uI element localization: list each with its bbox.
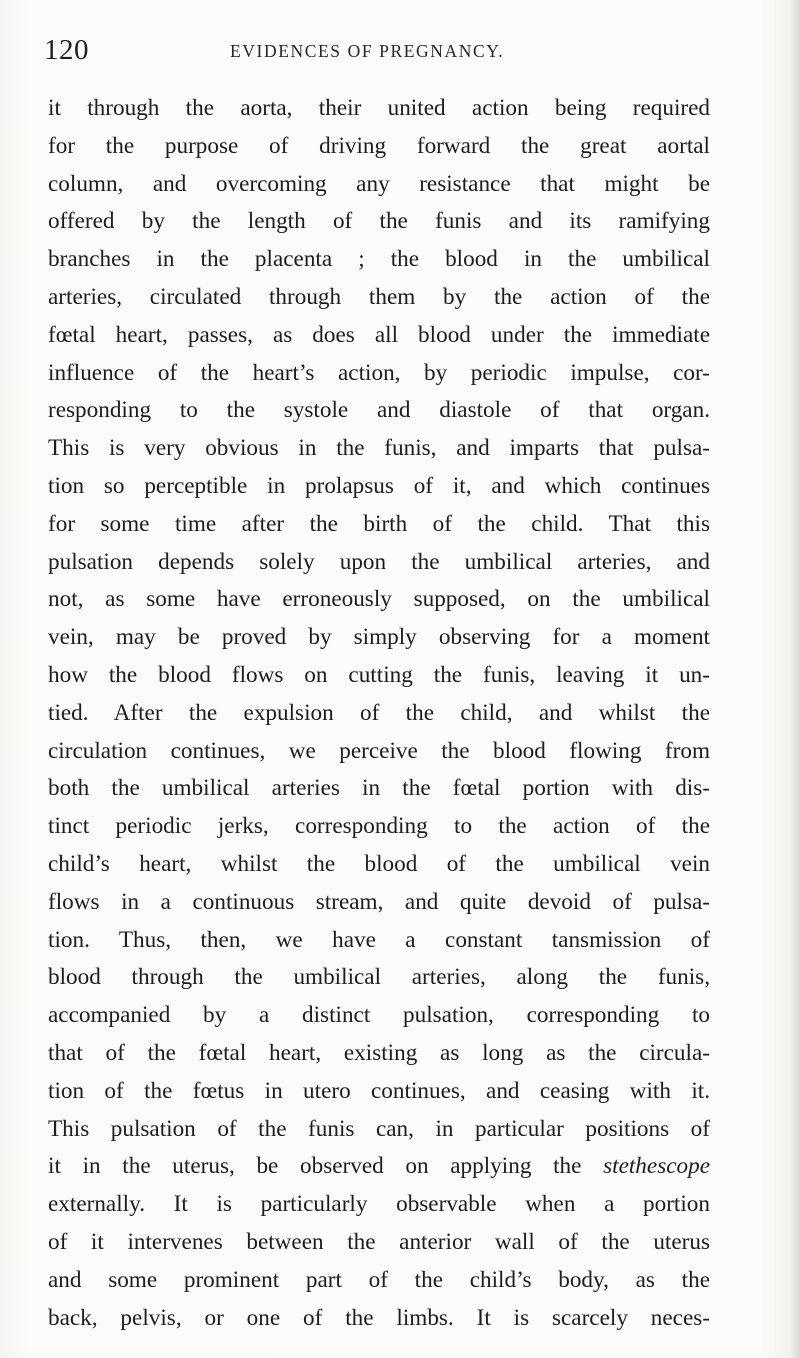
text-line: that of the fœtal heart, existing as long as the circula- (48, 1039, 710, 1066)
text-line: This is very obvious in the funis, and imparts that pulsa- (48, 435, 710, 462)
text-line: it through the aorta, their united action being required (48, 95, 710, 121)
text-line: tion so perceptible in prolapsus of it, and which continues (48, 472, 710, 499)
text-line: and some prominent part of the child’s body, as the (48, 1266, 710, 1293)
text-line: not, as some have erroneously supposed, on the umbilical (48, 586, 710, 613)
text-line: for some time after the birth of the child. That this (48, 510, 710, 537)
text-line: child’s heart, whilst the blood of the umbilical vein (48, 850, 710, 877)
text-line-with-italic (48, 1148, 710, 1186)
text-line: influence of the heart’s action, by periodic impulse, cor- (48, 359, 710, 386)
text-line: for the purpose of driving forward the great aortal (48, 132, 710, 159)
text-line: externally. It is particularly observable when a portion (48, 1191, 710, 1218)
text-line: accompanied by a distinct pulsation, corresponding to (48, 1002, 710, 1029)
page-edge-shadow (790, 0, 800, 1358)
text-line: fœtal heart, passes, as does all blood under the immediate (48, 321, 710, 348)
running-head (44, 34, 724, 74)
text-line: arteries, circulated through them by the action of the (48, 283, 710, 310)
text-line: circulation continues, we perceive the blood flowing from (48, 737, 710, 764)
text-line: responding to the systole and diastole of that organ. (48, 397, 710, 424)
text-line: tied. After the expulsion of the child, and whilst the (48, 699, 710, 726)
text-line: blood through the umbilical arteries, along the funis, (48, 964, 710, 991)
text-line: tinct periodic jerks, corresponding to the action of the (48, 813, 710, 840)
text-line: back, pelvis, or one of the limbs. It is scarcely neces- (48, 1304, 710, 1331)
italic-term: stethescope (603, 1153, 710, 1180)
text-line: vein, may be proved by simply observing for a moment (48, 624, 710, 651)
text-line: both the umbilical arteries in the fœtal portion with dis- (48, 775, 710, 802)
text-line: branches in the placenta ; the blood in the umbilical (48, 246, 710, 273)
text-segment: it in the uterus, be observed on applying the (48, 1153, 582, 1180)
text-line: offered by the length of the funis and its ramifying (48, 208, 710, 235)
text-line: tion of the fœtus in utero continues, and ceasing with it. (48, 1077, 710, 1104)
body-text (48, 90, 710, 1337)
text-line: column, and overcoming any resistance that might be (48, 170, 710, 197)
page-header-title: EVIDENCES OF PREGNANCY. (230, 41, 505, 61)
page-number: 120 (44, 34, 89, 66)
text-line: flows in a continuous stream, and quite devoid of pulsa- (48, 888, 710, 915)
text-line: This pulsation of the funis can, in particular positions of (48, 1115, 710, 1142)
text-line: tion. Thus, then, we have a constant tansmission of (48, 926, 710, 953)
text-line: of it intervenes between the anterior wall of the uterus (48, 1228, 710, 1255)
text-line: how the blood flows on cutting the funis, leaving it un- (48, 661, 710, 688)
text-line: pulsation depends solely upon the umbilical arteries, and (48, 548, 710, 575)
